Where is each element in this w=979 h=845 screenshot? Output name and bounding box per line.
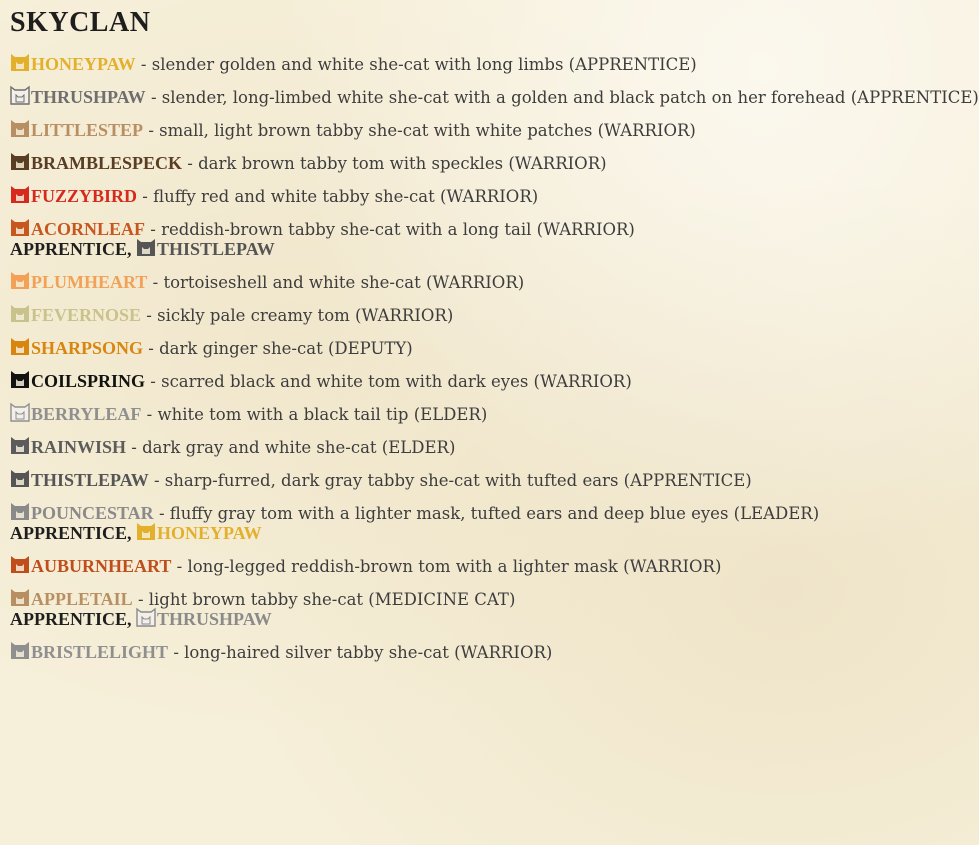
cat-entry [10, 636, 714, 669]
cat-description: - sickly pale creamy tom (WARRIOR) [146, 306, 454, 325]
cat-description: - long-legged reddish-brown tom with a lighter mask (WARRIOR) [176, 557, 722, 576]
cat-entry [10, 299, 714, 332]
cat-face-icon [10, 555, 30, 574]
cat-description: - fluffy red and white tabby she-cat (WARRIOR) [142, 187, 539, 206]
cat-entry [10, 550, 722, 583]
cat-name: SHARPSONG [31, 338, 144, 358]
apprentice-label: APPRENTICE, [10, 239, 132, 259]
cat-face-icon [136, 238, 156, 257]
cat-name: ACORNLEAF [31, 219, 146, 239]
cat-face-icon [10, 53, 30, 72]
cat-entry [10, 431, 714, 464]
cat-face-icon [10, 337, 30, 356]
cat-description: - white tom with a black tail tip (ELDER) [146, 405, 488, 424]
cat-face-icon [10, 185, 30, 204]
cat-face-icon [10, 218, 30, 237]
cat-face-outline-icon [10, 403, 30, 422]
cat-face-icon [10, 370, 30, 389]
apprentice-name: THISTLEPAW [157, 239, 275, 259]
cat-name: BRAMBLESPECK [31, 153, 183, 173]
cat-description: - slender, long-limbed white she-cat with a golden and black patch on her forehead (APPRENTICE) [150, 88, 979, 107]
cat-face-icon [10, 152, 30, 171]
cat-description: - fluffy gray tom with a lighter mask, tufted ears and deep blue eyes (LEADER) [158, 504, 820, 523]
cat-face-icon [10, 119, 30, 138]
cat-entry [10, 464, 752, 497]
cat-description: - tortoiseshell and white she-cat (WARRIOR) [152, 273, 525, 292]
apprentice-label: APPRENTICE, [10, 523, 132, 543]
cat-description: - dark gray and white she-cat (ELDER) [131, 438, 456, 457]
cat-description: - dark brown tabby tom with speckles (WARRIOR) [187, 154, 607, 173]
cat-name: THRUSHPAW [31, 87, 146, 107]
cat-face-icon [10, 436, 30, 455]
cat-name: POUNCESTAR [31, 503, 154, 523]
cat-name: COILSPRING [31, 371, 146, 391]
cat-face-icon [10, 469, 30, 488]
apprentice-name: THRUSHPAW [157, 609, 272, 629]
cat-entry [10, 114, 714, 147]
cat-entry [10, 398, 714, 431]
cat-name: HONEYPAW [31, 54, 136, 74]
cat-face-icon [10, 588, 30, 607]
cat-entry [10, 147, 714, 180]
cat-description: - dark ginger she-cat (DEPUTY) [148, 339, 413, 358]
cat-entry [10, 266, 714, 299]
cat-name: RAINWISH [31, 437, 127, 457]
cat-name: APPLETAIL [31, 589, 133, 609]
apprentice-name: HONEYPAW [157, 523, 262, 543]
cat-list [10, 48, 979, 669]
cat-face-icon [10, 271, 30, 290]
cat-description: - small, light brown tabby she-cat with white patches (WARRIOR) [148, 121, 696, 140]
cat-entry [10, 81, 979, 114]
cat-face-outline-icon [136, 608, 156, 627]
cat-description: - sharp-furred, dark gray tabby she-cat with tufted ears (APPRENTICE) [153, 471, 752, 490]
cat-face-icon [10, 641, 30, 660]
cat-face-icon [136, 522, 156, 541]
cat-description: - scarred black and white tom with dark eyes (WARRIOR) [150, 372, 632, 391]
cat-entry [10, 48, 714, 81]
cat-name: BRISTLELIGHT [31, 642, 169, 662]
cat-entry [10, 497, 820, 544]
cat-name: PLUMHEART [31, 272, 148, 292]
cat-face-outline-icon [10, 86, 30, 105]
cat-face-icon [10, 502, 30, 521]
cat-entry [10, 180, 714, 213]
cat-description: - long-haired silver tabby she-cat (WARRIOR) [173, 643, 553, 662]
cat-name: LITTLESTEP [31, 120, 144, 140]
cat-entry [10, 583, 714, 630]
page-title: SKYCLAN [10, 7, 151, 38]
cat-description: - light brown tabby she-cat (MEDICINE CAT) [137, 590, 516, 609]
cat-name: BERRYLEAF [31, 404, 142, 424]
cat-entry [10, 332, 714, 365]
cat-name: FUZZYBIRD [31, 186, 138, 206]
cat-name: AUBURNHEART [31, 556, 172, 576]
cat-entry [10, 213, 714, 260]
cat-description: - slender golden and white she-cat with long limbs (APPRENTICE) [140, 55, 697, 74]
cat-name: FEVERNOSE [31, 305, 142, 325]
cat-name: THISTLEPAW [31, 470, 149, 490]
cat-face-icon [10, 304, 30, 323]
cat-entry [10, 365, 714, 398]
cat-description: - reddish-brown tabby she-cat with a long tail (WARRIOR) [150, 220, 635, 239]
apprentice-label: APPRENTICE, [10, 609, 132, 629]
